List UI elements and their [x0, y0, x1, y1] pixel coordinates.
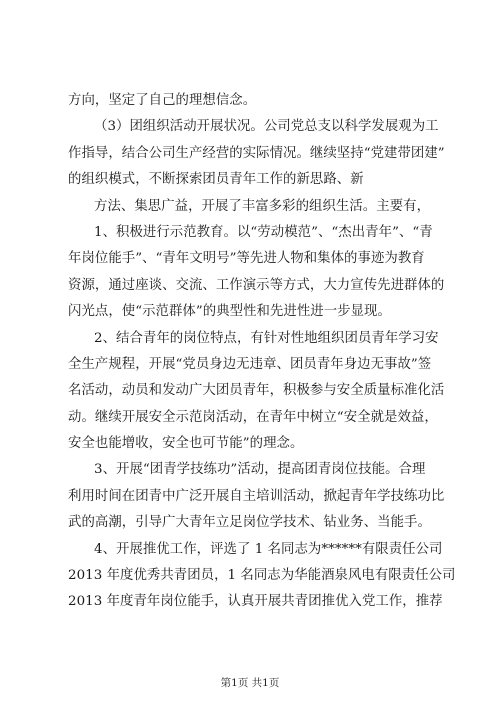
paragraph-line: 作指导，结合公司生产经营的实际情况。继续坚持“党建带团建” — [68, 145, 445, 161]
paragraph-line: 2013 年度优秀共青团员，1 名同志为华能酒泉风电有限责任公司 — [68, 568, 456, 584]
paragraph-line: 2013 年度青年岗位能手，认真开展共青团推优入党工作，推荐 — [68, 594, 443, 610]
paragraph-line: 1、积极进行示范教育。以“劳动模范”、“杰出青年”、“青 — [94, 224, 433, 240]
paragraph-line: 资源，通过座谈、交流、工作演示等方式，大力宣传先进群体的 — [68, 277, 445, 293]
paragraph-line: 武的高潮，引导广大青年立足岗位学技术、钻业务、当能手。 — [68, 515, 431, 531]
paragraph-line: 2、结合青年的岗位特点，有针对性地组织团员青年学习安 — [94, 330, 439, 346]
paragraph-line: 方向，坚定了自己的理想信念。 — [68, 93, 257, 108]
paragraph-line: 的组织模式，不断探索团员青年工作的新思路、新 — [68, 172, 364, 188]
paragraph-line: 全生产规程，开展“党员身边无违章、团员青年身边无事故”签 — [68, 356, 432, 372]
paragraph-line: 4、开展推优工作，评选了 1 名同志为******有限责任公司 — [94, 541, 443, 557]
page-footer: 第1页 共1页 — [220, 677, 280, 689]
paragraph-line: 方法、集思广益，开展了丰富多彩的组织生活。主要有， — [94, 198, 431, 214]
paragraph-line: 利用时间在团青中广泛开展自主培训活动，掀起青年学技练功比 — [68, 488, 445, 504]
paragraph-line: 闪光点，使“示范群体”的典型性和先进性进一步显现。 — [68, 304, 391, 320]
paragraph-line: 安全也能增收，安全也可节能”的理念。 — [68, 436, 304, 452]
paragraph-line: （3）团组织活动开展状况。公司党总支以科学发展观为工 — [94, 119, 439, 135]
paragraph-line: 名活动，动员和发动广大团员青年，积极参与安全质量标准化活 — [68, 383, 445, 399]
paragraph-line: 3、开展“团青学技练功”活动，提高团青岗位技能。合理 — [94, 462, 426, 478]
paragraph-line: 年岗位能手”、“青年文明号”等先进人物和集体的事迹为教育 — [68, 251, 425, 267]
paragraph-line: 动。继续开展安全示范岗活动，在青年中树立“安全就是效益， — [68, 409, 438, 425]
document-body — [68, 88, 456, 616]
